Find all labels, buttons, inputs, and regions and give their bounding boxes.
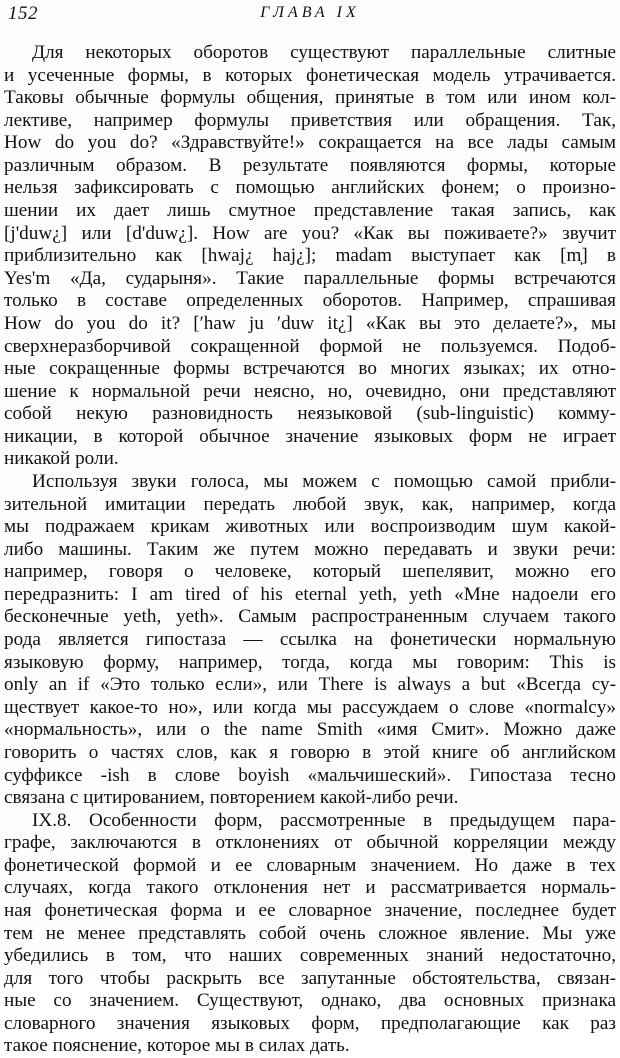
paragraph-line: ные сокращенные формы встречаются во многих языках; их отно- — [4, 358, 616, 380]
paragraph-line: различным образом. В результате появляются формы, которые — [4, 154, 616, 176]
running-head — [8, 3, 612, 29]
paragraph-line: только в составе определенных оборотов. Например, спрашивая — [4, 290, 616, 312]
paragraph-line: и усеченные формы, в которых фонетическая модель утрачивается. — [4, 64, 616, 86]
paragraph-line: ществует какое-то но», или когда мы рассуждаем о слове «normalcy» — [4, 696, 616, 718]
paragraph-line: мы подражаем крикам животных или воспроизводим шум какой- — [4, 516, 616, 538]
paragraph-line: для того чтобы раскрыть все запутанные обстоятельства, связан- — [4, 967, 616, 989]
paragraph-line: зительной имитации передать любой звук, как, например, когда — [4, 493, 616, 515]
paragraph-line: фонетической формой и ее словарным значением. Но даже в тех — [4, 854, 616, 876]
paragraph-line: ная фонетическая форма и ее словарное значение, последнее будет — [4, 899, 616, 921]
paragraph-line: например, говоря о человеке, который шепелявит, можно его — [4, 561, 616, 583]
paragraph-line: словарного значения языковых форм, предполагающие как раз — [4, 1012, 616, 1034]
page-number: 152 — [8, 3, 38, 24]
paragraph-line: Yes'm «Да, сударыня». Такие параллельные формы встречаются — [4, 267, 616, 289]
body-text — [4, 42, 616, 1058]
paragraph-line: такое пояснение, которое мы в силах дать. — [4, 1035, 350, 1057]
paragraph-line: случаях, когда такого отклонения нет и рассматривается нормаль- — [4, 877, 616, 899]
paragraph-line: нельзя зафиксировать с помощью английских фонем; о произно- — [4, 177, 616, 199]
paragraph-line: тем не менее представлять собой очень сложное явление. Мы уже — [4, 922, 616, 944]
paragraph-line: передразнить: I am tired of his eternal yeth, yeth «Мне надоели его — [4, 583, 616, 605]
paragraph-line: лективе, например формулы приветствия или обращения. Так, — [4, 109, 616, 131]
paragraph-line: «нормальность», или о the name Smith «имя Смит». Можно даже — [4, 719, 616, 741]
paragraph-line: приблизительно как [hwaj¿ haj¿]; madam выступает как [m̩] в — [4, 245, 616, 267]
section-heading-line: IX.8. Особенности форм, рассмотренные в предыдущем пара- — [32, 809, 616, 831]
paragraph-line: шении их дает лишь смутное представление такая запись, как — [4, 200, 616, 222]
paragraph-line: собой некую разновидность неязыковой (sub-linguistic) комму- — [4, 403, 616, 425]
paragraph-line: Таковы обычные формулы общения, принятые в том или ином кол- — [4, 87, 616, 109]
paragraph-line: никакой роли. — [4, 448, 119, 470]
paragraph-line: убедились в том, что наших современных знаний недостаточно, — [4, 945, 616, 967]
paragraph-line: рода является гипостаза — ссылка на фонетически нормальную — [4, 629, 616, 651]
paragraph-line: сверхнеразборчивой сокращенной формой не пользуемся. Подоб- — [4, 335, 616, 357]
paragraph-line: ные со значением. Существуют, однако, два основных признака — [4, 990, 616, 1012]
paragraph-line: бесконечные yeth, yeth». Самым распространенным случаем такого — [4, 606, 616, 628]
chapter-title: ГЛАВА IX — [260, 4, 360, 21]
paragraph-line: Для некоторых оборотов существуют параллельные слитные — [32, 42, 616, 63]
paragraph-line: [j'duw¿] или [d'duw¿]. How are you? «Как вы поживаете?» звучит — [4, 222, 616, 244]
paragraph-line: связана с цитированием, повторением какой-либо речи. — [4, 787, 459, 809]
paragraph-line: языковую форму, например, тогда, когда мы говорим: This is — [4, 651, 616, 673]
paragraph-line: никации, в которой обычное значение языковых форм не играет — [4, 425, 616, 447]
paragraph-line: only an if «Это только если», или There is always a but «Всегда су- — [4, 674, 616, 696]
paragraph-line: How do you do? «Здравствуйте!» сокращается на все лады самым — [4, 132, 616, 154]
paragraph-line: либо машины. Таким же путем можно передавать и звуки речи: — [4, 538, 616, 560]
paragraph-line: графе, заключаются в отклонениях от обычной корреляции между — [4, 832, 616, 854]
paragraph-line: суффиксе -ish в слове boyish «мальчишеский». Гипостаза тесно — [4, 764, 616, 786]
paragraph-line: Используя звуки голоса, мы можем с помощью самой прибли- — [32, 470, 616, 492]
paragraph-line: How do you do it? [ʹhaw ju ʹduw it¿] «Как вы это делаете?», мы — [4, 312, 616, 334]
paragraph-line: шение к нормальной речи неясно, но, очевидно, они представляют — [4, 380, 616, 402]
paragraph-line: говорить о частях слов, как я говорю в этой книге об английском — [4, 741, 616, 763]
